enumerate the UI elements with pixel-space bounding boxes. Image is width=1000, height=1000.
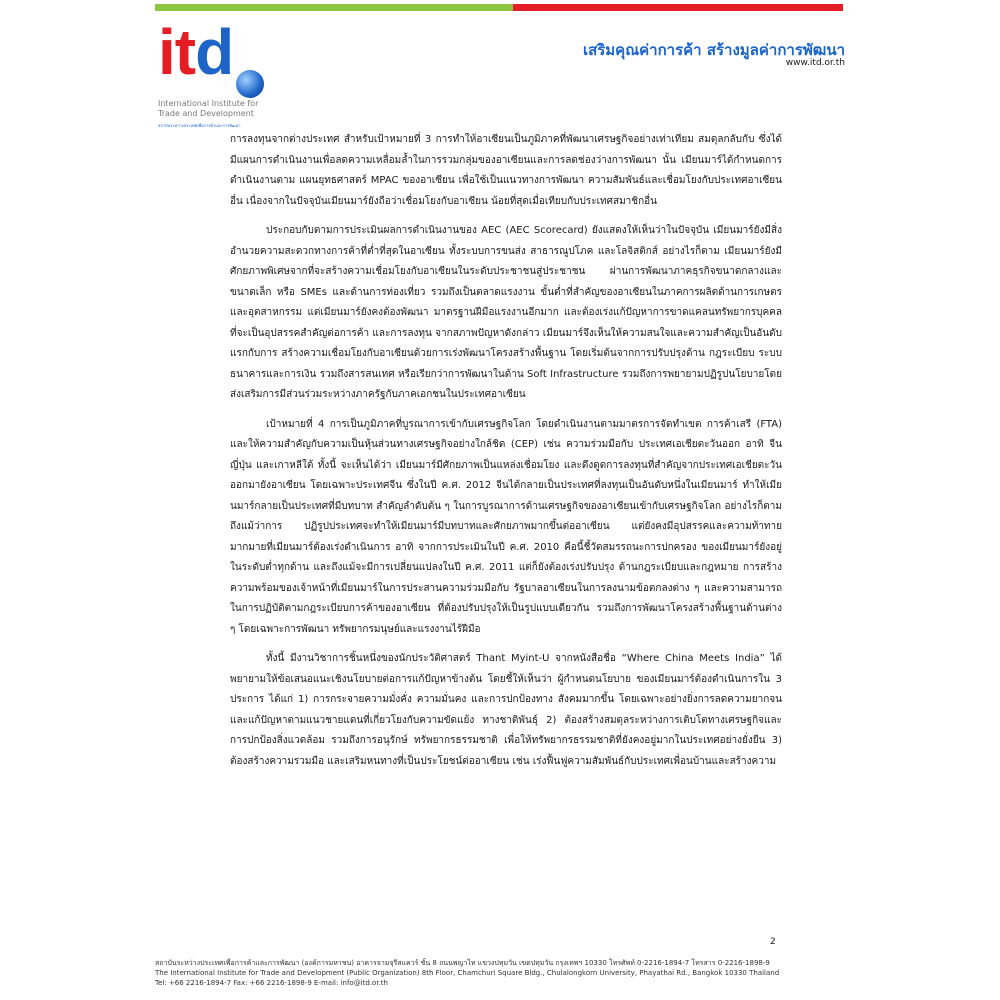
- globe-icon: [236, 70, 264, 98]
- footer: [155, 958, 845, 988]
- footer-line-contact: Tel: +66 2216-1894-7 Fax: +66 2216-1898-9 E-mail: info@itd.or.th: [155, 979, 388, 987]
- paragraph-4: ทั้งนี้ มีงานวิชาการชิ้นหนึ่งของนักประวัติศาสตร์ Thant Myint-U จากหนังสือชื่อ “Where China Meets India” ได้พยายามให้ข้อเสนอแนะเชิงนโยบายต่อการแก้ปัญหาข้างต้น โดยชี้ให้เห็นว่า ผู้กำหนดนโยบาย ของเมียนมาร์ต้องดำเนินการใน 3 ประการ ได้แก่ 1) การกระจายความมั่งคั่ง ความมั่นคง และการปกป้องทาง สังคมมากขึ้น โดยเฉพาะอย่างยิ่งการลดความยากจนและแก้ปัญหาตามแนวชายแดนที่เกี่ยวโยงกับความขัดแย้ง ทางชาติพันธุ์ 2) ต้องสร้างสมดุลระหว่างการเติบโตทางเศรษฐกิจและการปกป้องสิ่งแวดล้อม รวมถึงการอนุรักษ์ ทรัพยากรธรรมชาติ เพื่อให้ทรัพยากรธรรมชาติที่ยังคงอยู่มากในประเทศอย่างยั่งยืน 3) ต้องสร้างความรวมมือ และเสริมหนทางที่เป็นประโยชน์ต่ออาเซียน เช่น เร่งฟื้นฟูความสัมพันธ์กับประเทศเพื่อนบ้านและสร้างความ: [230, 653, 782, 767]
- header-slogan: เสริมคุณค่าการค้า สร้างมูลค่าการพัฒนา: [582, 41, 845, 59]
- accent-bar-red: [513, 4, 843, 11]
- itd-logo: [158, 16, 278, 128]
- footer-line-english: The International Institute for Trade and Development (Public Organization) 8th Floor, Chamchuri Square Bldg., Chulalongkorn University, Phayathai Rd., Bangkok 10330 Thailand: [155, 969, 780, 977]
- logo-subtitle-thai: สถาบันระหว่างประเทศเพื่อการค้าและการพัฒนา: [158, 123, 241, 128]
- paragraph-2: ประกอบกับตามการประเมินผลการดำเนินงานของ AEC (AEC Scorecard) ยังแสดงให้เห็นว่าในปัจจุบัน เมียนมาร์ยังมีสิ่งอำนวยความสะดวกทางการค้าที่ต่ำที่สุดในอาเซียน ทั้งระบบการขนส่ง สาธารณูปโภค และโลจิสติกส์ อย่างไรก็ตาม เมียนมาร์ยังมีศักยภาพพิเศษจากที่จะสร้างความเชื่อมโยงกับอาเซียนในระดับประชาชนสู่ประชาชน ผ่านการพัฒนาภาคธุรกิจขนาดกลางและขนาดเล็ก หรือ SMEs และด้านการท่องเที่ยว รวมถึงเป็นตลาดแรงงาน ขั้นต่ำที่สำคัญของอาเซียนในภาคการผลิตด้านการเกษตรและอุตสาหกรรม แต่เมียนมาร์ยังคงต้องพัฒนา มาตรฐานฝีมือแรงงานอีกมาก และต้องเร่งแก้ปัญหาการขาดแคลนทรัพยากรบุคคลที่จะเป็นอุปสรรคสำคัญต่อการค้า และการลงทุน จากสภาพปัญหาดังกล่าว เมียนมาร์จึงเห็นให้ความสนใจและความสำคัญเป็นอันดับแรกกับการ สร้างความเชื่อมโยงกับอาเซียนด้วยการเร่งพัฒนาโครงสร้างพื้นฐาน โดยเริ่มต้นจากการปรับปรุงด้าน กฎระเบียบ ระบบธนาคารและการเงิน รวมถึงสารสนเทศ หรือเรียกว่าการพัฒนาในด้าน Soft Infrastructure รวมถึงการพยายามปฏิรูปนโยบายโดยส่งเสริมการมีส่วนร่วมระหว่างภาครัฐกับภาคเอกชนในประเทศอาเซียน: [230, 225, 782, 400]
- accent-bar-green: [155, 4, 513, 11]
- logo-letter-d: d: [195, 16, 234, 88]
- logo-letters-it: it: [158, 16, 196, 88]
- header-url[interactable]: www.itd.or.th: [785, 58, 845, 68]
- header-accent-bar: [155, 4, 843, 11]
- paragraph-1: การลงทุนจากต่างประเทศ สำหรับเป้าหมายที่ 3 การทำให้อาเซียนเป็นภูมิภาคที่พัฒนาเศรษฐกิจอย่างเท่าเทียม สมดุลกลับกับ ซึ่งได้มีแผนการดำเนินงานเพื่อลดความเหลื่อมล้ำในการรวมกลุ่มของอาเซียนและการลดช่องว่างการพัฒนา นั้น เมียนมาร์ได้กำหนดการดำเนินงานตาม แผนยุทธศาสตร์ MPAC ของอาเซียน เพื่อใช้เป็นแนวทางการพัฒนา ความสัมพันธ์และเชื่อมโยงกับประเทศอาเซียนอื่น เนื่องจากในปัจจุบันเมียนมาร์ยังถือว่าเชื่อมโยงกับอาเซียน น้อยที่สุดเมื่อเทียบกับประเทศสมาชิกอื่น: [230, 134, 782, 207]
- document-body: [230, 130, 782, 772]
- page-number: 2: [770, 937, 776, 947]
- logo-subtitle-1: International Institute for: [158, 99, 259, 108]
- footer-line-thai: สถาบันระหว่างประเทศเพื่อการค้าและการพัฒนา (องค์การมหาชน) อาคารจามจุรีสแควร์ ชั้น 8 ถนนพญาไท แขวงปทุมวัน เขตปทุมวัน กรุงเทพฯ 10330 โทรศัพท์ 0-2216-1894-7 โทรสาร 0-2216-1898-9: [155, 959, 770, 967]
- logo-subtitle-2: Trade and Development: [158, 109, 254, 118]
- logo-wordmark: [158, 16, 234, 88]
- paragraph-3: เป้าหมายที่ 4 การเป็นภูมิภาคที่บูรณาการเข้ากับเศรษฐกิจโลก โดยดำเนินงานตามมาตรการจัดทำเขต การค้าเสรี (FTA) และให้ความสำคัญกับความเป็นหุ้นส่วนทางเศรษฐกิจอย่างใกล้ชิด (CEP) เช่น ความร่วมมือกับ ประเทศเอเชียตะวันออก อาทิ จีน ญี่ปุ่น และเกาหลีใต้ ทั้งนี้ จะเห็นได้ว่า เมียนมาร์มีศักยภาพเป็นแหล่งเชื่อมโยง และดึงดูดการลงทุนที่สำคัญจากประเทศเอเชียตะวันออกมายังอาเซียน โดยเฉพาะประเทศจีน ซึ่งในปี ค.ศ. 2012 จีนได้กลายเป็นประเทศที่ลงทุนเป็นอันดับหนึ่งในเมียนมาร์ ทำให้เมียนมาร์กลายเป็นประเทศที่มีบทบาท สำคัญลำดับต้น ๆ ในการบูรณาการด้านเศรษฐกิจของอาเซียนเข้ากับเศรษฐกิจโลก อย่างไรก็ตาม ถึงแม้ว่าการ ปฏิรูปประเทศจะทำให้เมียนมาร์มีบทบาทและศักยภาพมากขึ้นต่ออาเซียน แต่ยังคงมีอุปสรรคและความท้าทาย มากมายที่เมียนมาร์ต้องเร่งดำเนินการ อาทิ จากการประเมินในปี ค.ศ. 2010 คือนี้ชี้วัดสมรรถนะการปกครอง ของเมียนมาร์ยังอยู่ในระดับต่ำทุกด้าน และถึงแม้จะมีการเปลี่ยนแปลงในปี ค.ศ. 2011 แต่ก็ยังต้องเร่งปรับปรุง ด้านกฎระเบียบและกฎหมาย การสร้างความพร้อมของเจ้าหน้าที่เมียนมาร์ในการประสานความร่วมมือกับ รัฐบาลอาเซียนในการลงนามข้อตกลงต่าง ๆ และความสามารถในการปฏิบัติตามกฎระเบียบการค้าของอาเซียน ที่ต้องปรับปรุงให้เป็นรูปแบบเดียวกัน รวมถึงการพัฒนาโครงสร้างพื้นฐานด้านต่าง ๆ โดยเฉพาะการพัฒนา ทรัพยากรมนุษย์และแรงงานไร้ฝีมือ: [230, 418, 782, 635]
